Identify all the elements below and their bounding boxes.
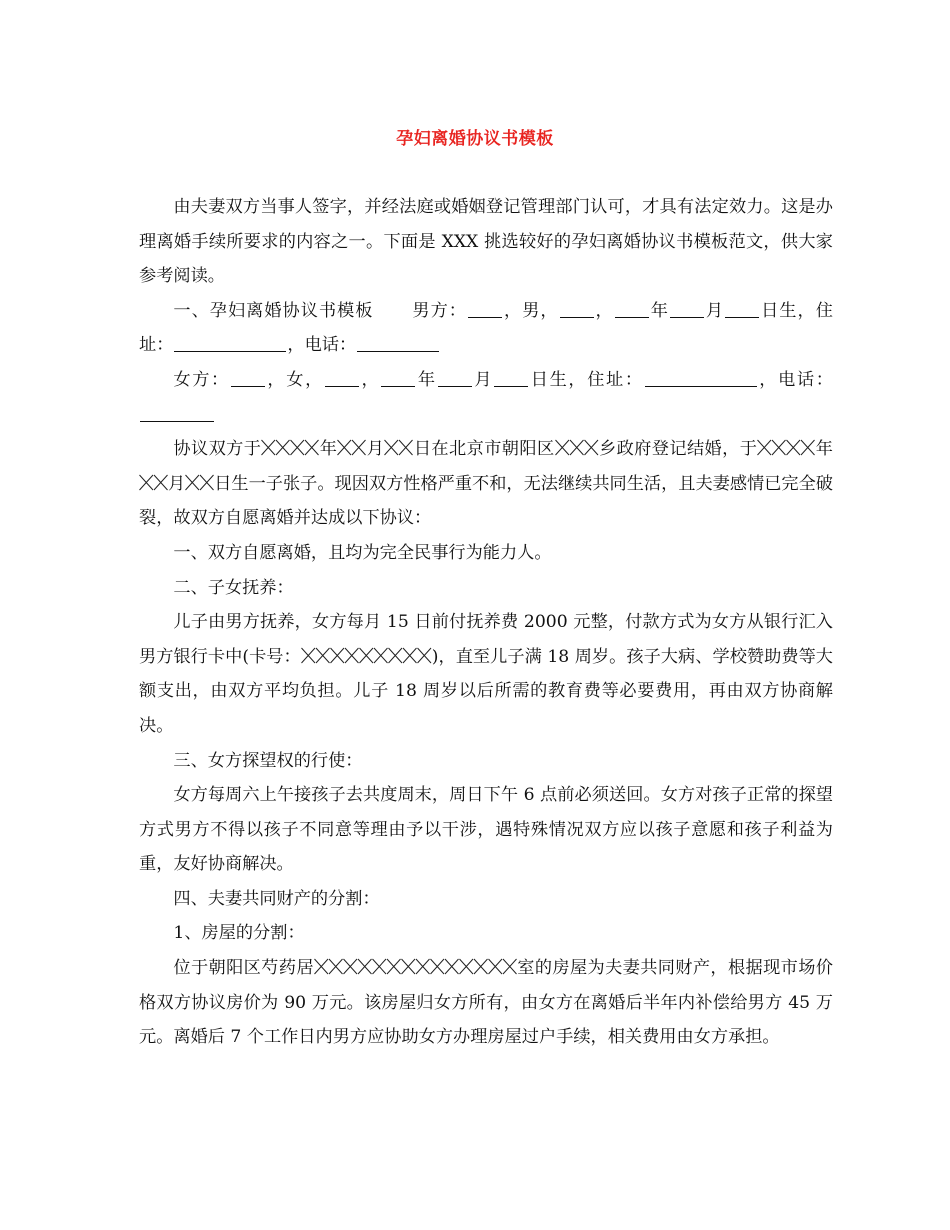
clause-3-heading: 三、女方探望权的行使： — [173, 750, 363, 771]
clause-3-paragraph: 女方每周六上午接孩子去共度周末，周日下午 6 点前必须送回。女方对孩子正常的探望方式男方不得以孩子不同意等理由予以干涉，遇特殊情况双方应以孩子意愿和孩子利益为重，友好协商解决。 — [139, 785, 833, 875]
clause-4-paragraph: 位于朝阳区芍药居 室的房屋为夫妻共同财产，根据现市场价格双方协议房价为 90 万元。该房屋归女方所有，由女方在离婚后半年内补偿给男方 45 万元。离婚后 7 个工作日内男方应协助女方办理房屋过户手续，相关费用由女方承担。 — [139, 958, 833, 1048]
male-address-blank — [174, 333, 286, 352]
clause-4-heading: 四、夫妻共同财产的分割： — [173, 888, 380, 909]
male-day-blank — [725, 299, 759, 318]
male-name-blank — [468, 299, 502, 318]
redacted-month-mark — [337, 439, 366, 456]
redacted-day-mark — [384, 439, 413, 456]
redacted-card-number-mark — [301, 647, 432, 664]
redacted-room-number-mark — [314, 958, 517, 975]
redacted-birth-year-mark — [757, 439, 815, 456]
female-month-blank — [438, 368, 472, 387]
female-party-line: 女方： ，女， ， 年 月 日生，住址： ，电话： — [139, 363, 833, 432]
redacted-birth-day-mark — [185, 474, 214, 491]
template-heading: 一、孕妇离婚协议书模板 — [173, 300, 374, 321]
female-name-blank — [231, 368, 265, 387]
clause-1: 一、双方自愿离婚，且均为完全民事行为能力人。 — [173, 542, 552, 563]
redacted-year-mark — [261, 439, 319, 456]
female-year-blank — [381, 368, 415, 387]
agreement-paragraph: 协议双方于 年 月 日在北京市朝阳区 乡政府登记结婚，于 年 月 日生一子张子。现因双方性格严重不和，无法继续共同生活，且夫妻感情已完全破裂，故双方自愿离婚并达成以下协议： — [139, 439, 833, 529]
clause-2-paragraph: 儿子由男方抚养，女方每月 15 日前付抚养费 2000 元整，付款方式为女方从银行汇入男方银行卡中(卡号： )，直至儿子满 18 周岁。孩子大病、学校赞助费等大额支出，由双方平均负担。儿子 18 周岁以后所需的教育费等必要费用，再由双方协商解决。 — [139, 612, 833, 736]
redacted-township-mark — [555, 439, 599, 456]
female-day-blank — [494, 368, 528, 387]
clause-4-subheading: 1、房屋的分割： — [173, 923, 305, 944]
document-body — [139, 190, 833, 1055]
female-ethnicity-blank — [325, 368, 359, 387]
female-address-blank — [645, 368, 757, 387]
clause-2-heading: 二、子女抚养： — [173, 577, 294, 598]
document-title: 孕妇离婚协议书模板 — [396, 129, 554, 149]
redacted-birth-month-mark — [139, 474, 168, 491]
male-phone-blank — [357, 333, 439, 352]
male-ethnicity-blank — [560, 299, 594, 318]
female-phone-blank — [140, 403, 214, 422]
male-month-blank — [670, 299, 704, 318]
male-party-line: 一、孕妇离婚协议书模板 男方： ，男， ， 年 月 日生，住址： ，电话： — [139, 300, 833, 356]
male-year-blank — [615, 299, 649, 318]
intro-paragraph: 由夫妻双方当事人签字，并经法庭或婚姻登记管理部门认可，才具有法定效力。这是办理离婚手续所要求的内容之一。下面是 XXX 挑选较好的孕妇离婚协议书模板范文，供大家参考阅读。 — [139, 197, 833, 287]
